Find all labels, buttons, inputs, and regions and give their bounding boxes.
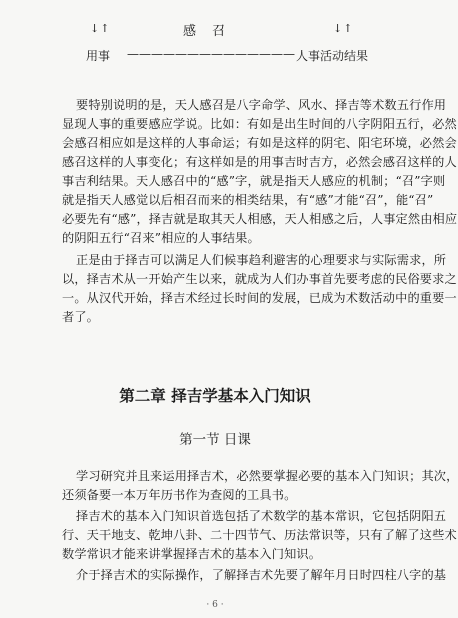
paragraph-1-line-7: 必要先有“感”，择吉就是取其天人相感，天人相感之后，人事定然由相应 (62, 212, 458, 226)
section-paragraph-2-line-1: 择吉术的基本入门知识首选包括了术数学的基本常识，它包括阴阳五 (76, 509, 447, 523)
paragraph-1-line-6: 就是指天人感觉以后相召而来的相类结果，有“感”才能“召”，能“召” (62, 193, 434, 207)
diagram-left-label: 用事 (86, 49, 111, 63)
paragraph-2-line-4: 者了。 (62, 310, 100, 324)
paragraph-2-line-2: 以，择吉术从一开始产生以来，就成为人们办事首先要考虑的民俗要求之 (62, 272, 457, 286)
section-title: 第一节 日课 (179, 432, 251, 448)
paragraph-1-line-2: 显现人事的重要感应学说。比如：有如是出生时间的八字阴阳五行，必然 (62, 117, 457, 131)
right-arrows: ↓↑ (333, 22, 354, 35)
paragraph-1-line-1: 要特别说明的是，天人感召是八字命学、风水、择吉等术数五行作用 (76, 98, 447, 112)
paragraph-1-line-3: 会感召相应如是这样的人事命运；有如是这样的阴宅、阳宅环境，必然会 (62, 136, 457, 150)
diagram-dash-line: —————————————— (127, 47, 295, 61)
section-paragraph-1-line-2: 还须备要一本万年历书作为查阅的工具书。 (62, 488, 297, 502)
diagram-center-label: 感 召 (183, 24, 232, 39)
page-number: · 6 · (206, 600, 224, 610)
section-paragraph-2-line-2: 行、天干地支、乾坤八卦、二十四节气、历法常识等，只有了解了这些术 (62, 528, 457, 542)
section-paragraph-3-line-1: 介于择吉术的实际操作，了解择吉术先要了解年月日时四柱八字的基 (76, 568, 447, 582)
paragraph-2-line-1: 正是由于择吉可以满足人们候事趋利避害的心理要求与实际需求，所 (76, 253, 447, 267)
section-paragraph-2-line-3: 数学常识才能来讲掌握择吉术的基本入门知识。 (62, 547, 322, 561)
section-paragraph-1-line-1: 学习研究并且来运用择吉术，必然要掌握必要的基本入门知识；其次， (76, 469, 458, 483)
paragraph-1-line-4: 感召这样的人事变化；有这样如是的用事吉时吉方，必然会感召这样的人 (62, 155, 457, 169)
paragraph-1-line-8: 的阴阳五行“召来”相应的人事结果。 (62, 231, 260, 245)
chapter-title: 第二章 择吉学基本入门知识 (119, 386, 311, 405)
diagram-right-label: 人事活动结果 (296, 49, 369, 63)
paragraph-2-line-3: 一。从汉代开始，择吉术经过长时间的发展，已成为术数活动中的重要一 (62, 291, 457, 305)
paragraph-1-line-5: 事吉利结果。天人感召中的“感”字，就是指天人感应的机制；“召”字则 (62, 174, 446, 188)
left-arrows: ↓↑ (90, 22, 111, 35)
